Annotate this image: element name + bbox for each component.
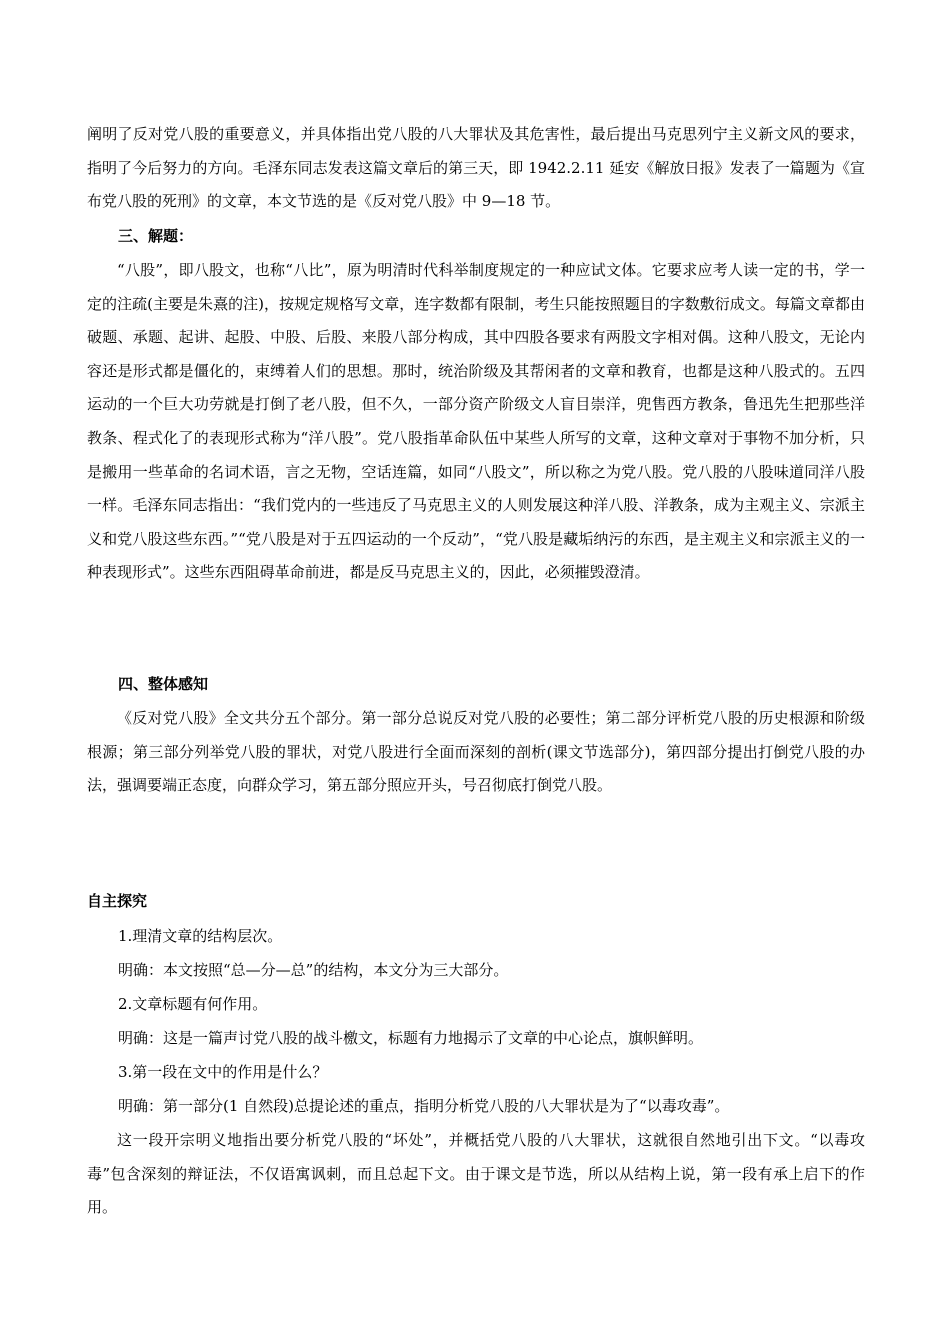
explore-question-3: 3.第一段在文中的作用是什么？	[118, 1063, 328, 1081]
explore-answer-2: 明确：这是一篇声讨党八股的战斗檄文，标题有力地揭示了文章的中心论点，旗帜鲜明。	[118, 1029, 704, 1047]
section3-paragraph: “八股”，即八股文，也称“八比”，原为明清时代科举制度规定的一种应试文体。它要求应考人读一定的书，学一定的注疏(主要是朱熹的注)，按规定规格写文章，连字数都有限制，考生只能按照题目的字数敷衍成文。每篇文章都由破题、承题、起讲、起股、中股、后股、来股八部分构成，其中四股各要求有两股文字相对偶。这种八股文，无论内容还是形式都是僵化的，束缚着人们的思想。那时，统治阶级及其帮闲者的文章和教育，也都是这种八股式的。五四运动的一个巨大功劳就是打倒了老八股，但不久，一部分资产阶级文人盲目崇洋，兜售西方教条，鲁迅先生把那些洋教条、程式化了的表现形式称为“洋八股”。党八股指革命队伍中某些人所写的文章，这种文章对于事物不加分析，只是搬用一些革命的名词术语，言之无物，空话连篇，如同“八股文”，所以称之为党八股。党八股的八股味道同洋八股一样。毛泽东同志指出：“我们党内的一些违反了马克思主义的人则发展这种洋八股、洋教条，成为主观主义、宗派主义和党八股这些东西。”“党八股是对于五四运动的一个反动”，“党八股是藏垢纳污的东西，是主观主义和宗派主义的一种表现形式”。这些东西阻碍革命前进，都是反马克思主义的，因此，必须摧毁澄清。	[87, 261, 865, 582]
section4-heading: 四、整体感知	[118, 675, 209, 693]
section3-heading: 三、解题：	[118, 227, 194, 245]
explore-final-paragraph: 这一段开宗明义地指出要分析党八股的“坏处”，并概括党八股的八大罪状，这就很自然地引出下文。“以毒攻毒”包含深刻的辩证法，不仅语寓讽刺，而且总起下文。由于课文是节选，所以从结构上说，第一段有承上启下的作用。	[87, 1131, 865, 1217]
explore-question-2: 2.文章标题有何作用。	[118, 995, 268, 1013]
explore-answer-1: 明确：本文按照“总—分—总”的结构，本文分为三大部分。	[118, 961, 509, 979]
explore-answer-3: 明确：第一部分(1 自然段)总提论述的重点，指明分析党八股的八大罪状是为了“以毒攻毒”。	[118, 1097, 730, 1115]
section4-paragraph: 《反对党八股》全文共分五个部分。第一部分总说反对党八股的必要性；第二部分评析党八股的历史根源和阶级根源；第三部分列举党八股的罪状，对党八股进行全面而深刻的剖析(课文节选部分)，第四部分提出打倒党八股的办法，强调要端正态度，向群众学习，第五部分照应开头，号召彻底打倒党八股。	[87, 709, 865, 795]
explore-question-1: 1.理清文章的结构层次。	[118, 927, 283, 945]
intro-paragraph: 阐明了反对党八股的重要意义，并具体指出党八股的八大罪状及其危害性，最后提出马克思列宁主义新文风的要求，指明了今后努力的方向。毛泽东同志发表这篇文章后的第三天，即 1942.2.11 延安《解放日报》发表了一篇题为《宣布党八股的死刑》的文章，本文节选的是《反对党八股》中 9—18 节。	[87, 125, 865, 211]
explore-heading: 自主探究	[87, 892, 148, 910]
